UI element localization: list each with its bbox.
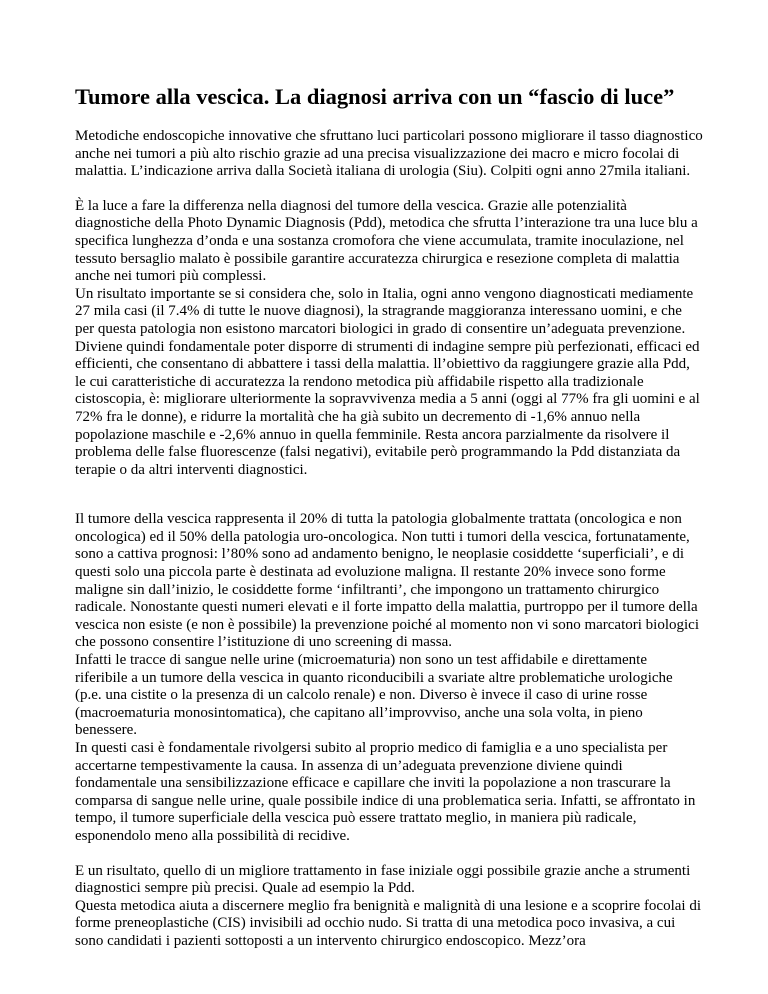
body-paragraph: Questa metodica aiuta a discernere meglio fra benignità e malignità di una lesione e a scoprire focolai di forme preneoplastiche (CIS) invisibili ad occhio nudo. Si tratta di una metodica poco invasiva, a cui sono candidati i pazienti sottoposti a un intervento chirurgico endoscopico. Mezz’ora (75, 897, 702, 949)
body-paragraph: Infatti le tracce di sangue nelle urine (microematuria) non sono un test affidabile e direttamente riferibile a un tumore della vescica in quanto riconducibili a svariate altre problematiche urologiche (p.e. una cistite o la presenza di un calcolo renale) e non. Diverso è invece il caso di urine rosse (macroematuria monosintomatica), che capitano all’improvviso, anche una sola volta, in pieno benessere. (75, 652, 673, 739)
body-paragraph: Il tumore della vescica rappresenta il 20% di tutta la patologia globalmente trattata (oncologica e non oncologica) ed il 50% della patologia uro-oncologica. Non tutti i tumori della vescica, fortunatamente, sono a cattiva prognosi: l’80% sono ad andamento benigno, le neoplasie cosiddette ‘superficiali’, e di questi solo una piccola parte è destinata ad evoluzione maligna. Il restante 20% invece sono forme maligne sin dall’inizio, le cosiddette forme ‘infiltranti’, che impongono un trattamento chirurgico radicale. Nonostante questi numeri elevati e il forte impatto della malattia, purtroppo per il tumore della vescica non esiste (e non è possibile) la prevenzione poiché al momento non vi sono marcatori biologici che possono consentire l’istituzione di uno screening di massa. (75, 511, 699, 651)
body-paragraph: È la luce a fare la differenza nella diagnosi del tumore della vescica. Grazie alle potenzialità diagnostiche della Photo Dynamic Diagnosis (Pdd), metodica che sfrutta l’interazione tra una luce blu a specifica lunghezza d’onda e una sostanza cromofora che viene accumulata, tramite inoculazione, nel tessuto bersaglio malato è possibile garantire accuratezza chirurgica e resezione completa di malattia anche nei tumori più complessi. (75, 197, 698, 285)
body-paragraph: E un risultato, quello di un migliore trattamento in fase iniziale oggi possibile grazie anche a strumenti diagnostici sempre più precisi. Quale ad esempio la Pdd. (75, 862, 691, 897)
body-paragraph: Un risultato importante se si considera che, solo in Italia, ogni anno vengono diagnosticati mediamente 27 mila casi (il 7.4% di tutte le nuove diagnosi), la stragrande maggioranza interessano uomini, e che per questa patologia non esistono marcatori biologici in grado di consentire un’adeguata prevenzione. Diviene quindi fondamentale poter disporre di strumenti di indagine sempre più perfezionati, efficaci ed efficienti, che consentano di abbattere i tassi della malattia. ll’obiettivo da raggiungere grazie alla Pdd, le cui caratteristiche di accuratezza la rendono metodica più affidabile rispetto alla tradizionale cistoscopia, è: migliorare ulteriormente la sopravvivenza media a 5 anni (oggi al 77% fra gli uomini e al 72% fra le donne), e ridurre la mortalità che ha già subito un decremento di -1,6% annuo nella popolazione maschile e -2,6% annuo in quella femminile. Resta ancora parzialmente da risolvere il problema delle false fluorescenze (falsi negativi), evitabile però programmando la Pdd distanziata da terapie o da altri interventi diagnostici. (75, 285, 700, 478)
document-page (75, 82, 703, 951)
intro-paragraph: Metodiche endoscopiche innovative che sfruttano luci particolari possono migliorare il tasso diagnostico anche nei tumori a più alto rischio grazie ad una precisa visualizzazione dei macro e micro focolai di malattia. L’indicazione arriva dalla Società italiana di urologia (Siu). Colpiti ogni anno 27mila italiani. (75, 128, 703, 180)
paragraph-spacer (75, 479, 703, 511)
paragraph-spacer (75, 181, 703, 198)
paragraph-spacer (75, 846, 703, 863)
document-title: Tumore alla vescica. La diagnosi arriva con un “fascio di luce” (75, 84, 675, 109)
body-paragraph: In questi casi è fondamentale rivolgersi subito al proprio medico di famiglia e a uno specialista per accertarne tempestivamente la causa. In assenza di un’adeguata prevenzione diviene quindi fondamentale una sensibilizzazione efficace e capillare che inviti la popolazione a non trascurare la comparsa di sangue nelle urine, quale possibile indice di una problematica seria. Infatti, se affrontato in tempo, il tumore superficiale della vescica può essere trattato meglio, in maniera più radicale, esponendolo meno alla possibilità di recidive. (75, 740, 696, 844)
